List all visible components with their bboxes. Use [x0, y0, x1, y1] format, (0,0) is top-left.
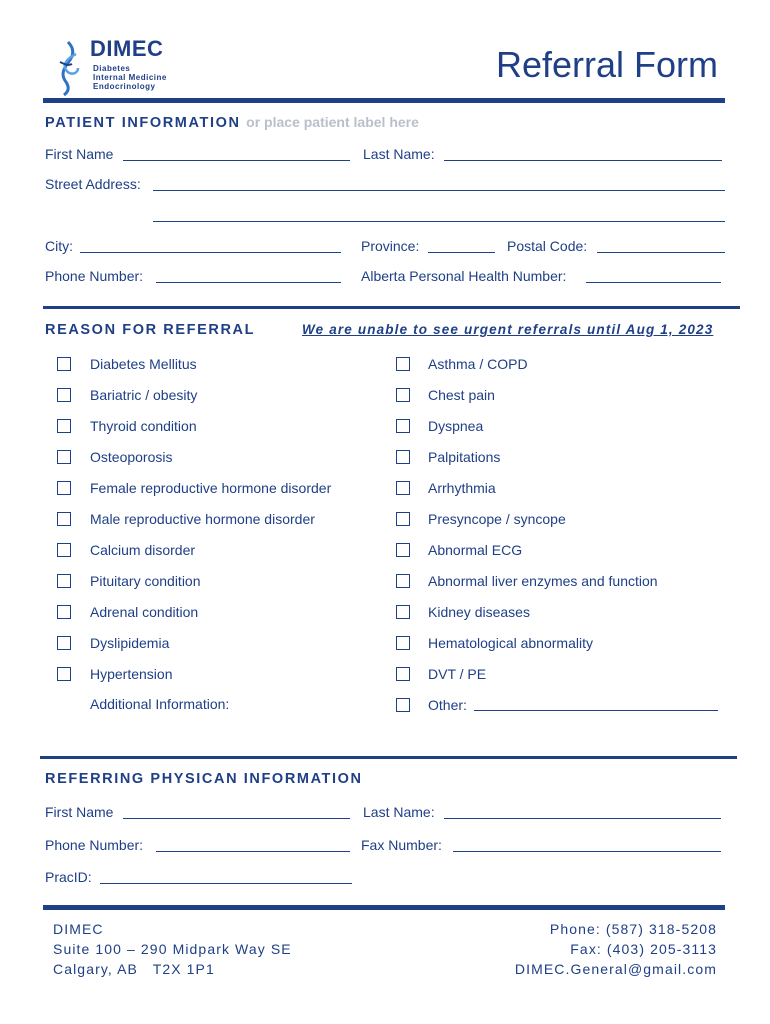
reason-left-checkbox-9[interactable] [57, 636, 71, 650]
physician-last-name-field[interactable] [444, 818, 721, 819]
reason-left-label-3: Osteoporosis [90, 449, 173, 465]
city-field[interactable] [80, 252, 341, 253]
postal-code-field[interactable] [597, 252, 725, 253]
reason-right-checkbox-8[interactable] [396, 605, 410, 619]
reason-right-checkbox-11[interactable] [396, 698, 410, 712]
patient-last-name-field[interactable] [444, 160, 722, 161]
pracid-label: PracID: [45, 869, 92, 885]
reason-right-label-10: DVT / PE [428, 666, 487, 682]
patient-phone-field[interactable] [156, 282, 341, 283]
reason-left-checkbox-3[interactable] [57, 450, 71, 464]
reason-right-checkbox-0[interactable] [396, 357, 410, 371]
city-label: City: [45, 238, 73, 254]
footer-email[interactable]: DIMEC.General@gmail.com [514, 961, 717, 977]
physician-section-heading: REFERRING PHYSICAN INFORMATION [45, 771, 363, 787]
postal-code-label: Postal Code: [507, 238, 588, 254]
reason-left-checkbox-4[interactable] [57, 481, 71, 495]
physician-last-name-label: Last Name: [363, 804, 435, 820]
reason-right-checkbox-7[interactable] [396, 574, 410, 588]
street-address-label: Street Address: [45, 176, 141, 192]
health-number-label: Alberta Personal Health Number: [361, 268, 567, 284]
patient-first-name-field[interactable] [123, 160, 350, 161]
footer-phone: Phone: (587) 318-5208 [549, 921, 717, 937]
footer-fax: Fax: (403) 205-3113 [570, 941, 717, 957]
reason-left-label-2: Thyroid condition [90, 418, 197, 434]
urgent-referral-notice: We are unable to see urgent referrals until Aug 1, 2023 [302, 322, 714, 337]
reason-right-label-9: Hematological abnormality [428, 635, 593, 651]
reason-right-label-7: Abnormal liver enzymes and function [428, 573, 658, 589]
health-number-field[interactable] [586, 282, 721, 283]
physician-fax-label: Fax Number: [361, 837, 442, 853]
reason-right-label-1: Chest pain [428, 387, 495, 403]
footer-city: Calgary, AB T2X 1P1 [53, 961, 215, 977]
reason-left-checkbox-7[interactable] [57, 574, 71, 588]
reason-left-label-6: Calcium disorder [90, 542, 196, 558]
physician-first-name-label: First Name [45, 804, 114, 820]
reason-left-checkbox-8[interactable] [57, 605, 71, 619]
other-field[interactable] [474, 710, 718, 711]
reason-section-rule [40, 756, 737, 759]
patient-section-heading [45, 114, 419, 131]
reason-right-label-8: Kidney diseases [428, 604, 530, 620]
logo-sub-diabetes: Diabetes [93, 64, 131, 73]
street-address-field[interactable] [153, 190, 725, 191]
reason-right-checkbox-5[interactable] [396, 512, 410, 526]
reason-right-checkbox-10[interactable] [396, 667, 410, 681]
street-address-field-2[interactable] [153, 221, 725, 222]
footer-street: Suite 100 – 290 Midpark Way SE [53, 941, 292, 957]
footer-contact [515, 919, 717, 979]
additional-info-label: Additional Information: [90, 696, 230, 712]
footer-address [53, 919, 292, 979]
reason-right-label-4: Arrhythmia [428, 480, 496, 496]
reason-left-label-9: Dyslipidemia [90, 635, 170, 651]
province-label: Province: [361, 238, 420, 254]
reason-left-label-1: Bariatric / obesity [90, 387, 198, 403]
reason-left-checkbox-0[interactable] [57, 357, 71, 371]
patient-section-rule [43, 306, 740, 309]
reason-right-checkbox-1[interactable] [396, 388, 410, 402]
reason-left-label-8: Adrenal condition [90, 604, 199, 620]
patient-label-note: or place patient label here [246, 114, 419, 130]
province-field[interactable] [428, 252, 495, 253]
dimec-logo-icon [52, 40, 84, 96]
logo [52, 38, 192, 98]
reason-section-heading: REASON FOR REFERRAL [45, 322, 256, 338]
reason-right-label-3: Palpitations [428, 449, 501, 465]
pracid-field[interactable] [100, 883, 352, 884]
logo-name: DIMEC [90, 36, 164, 61]
patient-phone-label: Phone Number: [45, 268, 144, 284]
reason-left-checkbox-2[interactable] [57, 419, 71, 433]
physician-fax-field[interactable] [453, 851, 721, 852]
reason-right-checkbox-6[interactable] [396, 543, 410, 557]
reason-left-checkbox-6[interactable] [57, 543, 71, 557]
reason-left-checkbox-1[interactable] [57, 388, 71, 402]
reason-right-checkbox-3[interactable] [396, 450, 410, 464]
page-title: Referral Form [495, 44, 718, 85]
reason-left-label-10: Hypertension [90, 666, 173, 682]
reason-right-label-2: Dyspnea [428, 418, 484, 434]
reason-right-checkbox-9[interactable] [396, 636, 410, 650]
reason-left-label-5: Male reproductive hormone disorder [90, 511, 315, 527]
physician-phone-field[interactable] [156, 851, 350, 852]
reason-right-label-6: Abnormal ECG [428, 542, 523, 558]
reason-right-label-11: Other: [428, 697, 467, 713]
reason-right-checkbox-4[interactable] [396, 481, 410, 495]
footer-rule [43, 905, 725, 910]
reason-left-checkbox-10[interactable] [57, 667, 71, 681]
patient-heading-text: PATIENT INFORMATION [45, 115, 241, 131]
reason-left-label-0: Diabetes Mellitus [90, 356, 197, 372]
reason-right-label-0: Asthma / COPD [428, 356, 528, 372]
physician-phone-label: Phone Number: [45, 837, 144, 853]
reason-left-label-4: Female reproductive hormone disorder [90, 480, 332, 496]
reason-left-checkbox-5[interactable] [57, 512, 71, 526]
patient-last-name-label: Last Name: [363, 146, 435, 162]
header-rule [43, 98, 725, 103]
reason-right-label-5: Presyncope / syncope [428, 511, 566, 527]
reason-left-label-7: Pituitary condition [90, 573, 201, 589]
physician-first-name-field[interactable] [123, 818, 350, 819]
footer-org-name: DIMEC [53, 921, 104, 937]
logo-sub-endocrinology: Endocrinology [93, 82, 156, 91]
logo-sub-internal-medicine: Internal Medicine [93, 73, 167, 82]
patient-first-name-label: First Name [45, 146, 114, 162]
reason-right-checkbox-2[interactable] [396, 419, 410, 433]
